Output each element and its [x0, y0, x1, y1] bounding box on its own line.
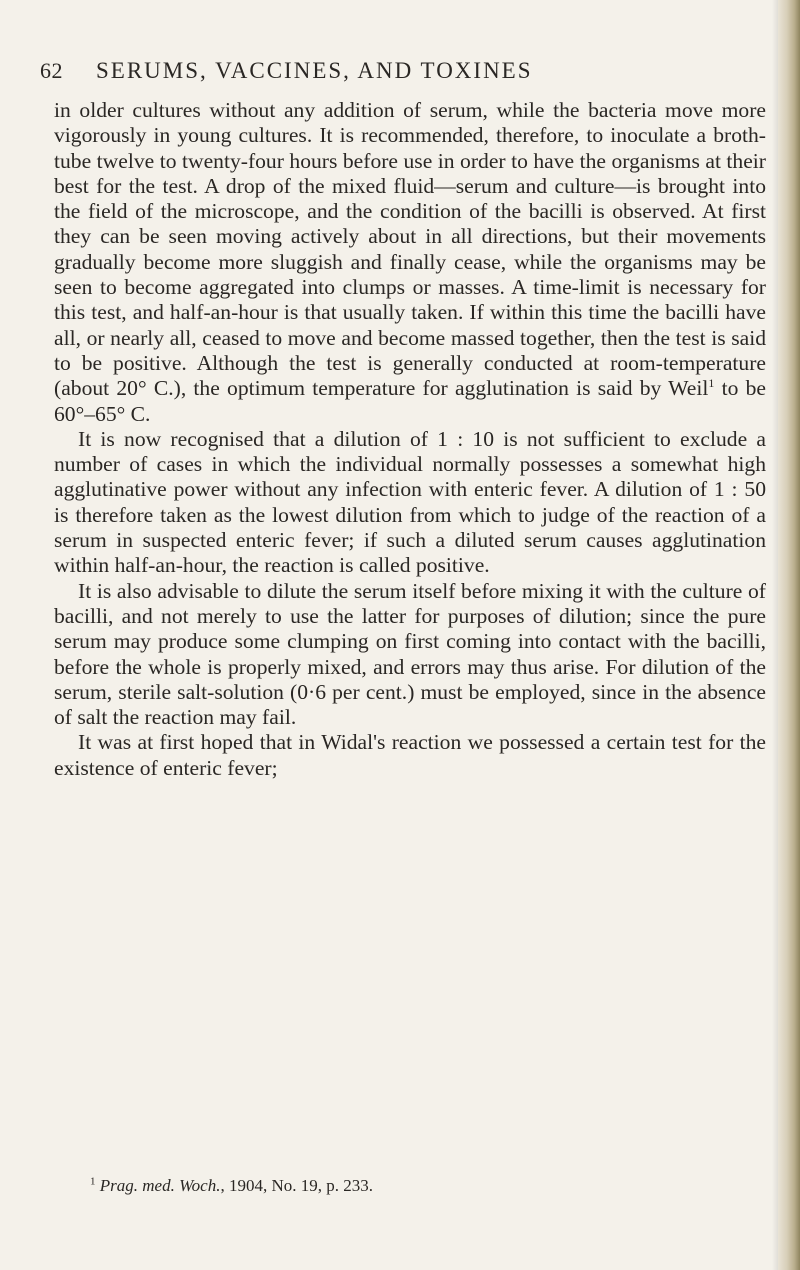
body-text	[54, 98, 766, 781]
paragraph: It is also advisable to dilute the serum itself before mixing it with the culture of bacilli, and not merely to use the latter for purposes of dilution; since the pure serum may produce some clumping on first coming into contact with the bacilli, before the whole is properly mixed, and errors may thus arise. For dilution of the serum, sterile salt-solution (0·6 per cent.) must be employed, since in the absence of salt the reaction may fail.	[54, 578, 766, 730]
page-edge	[778, 0, 800, 1270]
page-number: 62	[40, 58, 63, 83]
footnote	[90, 1176, 730, 1196]
footnote-journal: Prag. med. Woch.	[99, 1176, 221, 1195]
page-header	[40, 58, 640, 92]
footnote-mark: 1	[90, 1175, 96, 1188]
footnote-reference: 1	[708, 376, 715, 391]
paragraph-text-end: to be 60°–65° C.	[54, 376, 766, 426]
paragraph: It is now recognised that a dilution of 1 : 10 is not sufficient to exclude a number of cases in which the individual normally possesses a somewhat high agglutinative power without any infection with enteric fever. A dilution of 1 : 50 is therefore taken as the lowest dilution from which to judge of the reaction of a serum in suspected enteric fever; if such a diluted serum causes agglutination within half-an-hour, the reaction is called positive.	[54, 426, 766, 578]
footnote-citation: , 1904, No. 19, p. 233.	[220, 1176, 373, 1195]
paragraph: It was at first hoped that in Widal's reaction we possessed a certain test for the existence of enteric fever;	[54, 730, 766, 780]
paragraph-text: in older cultures without any addition of serum, while the bacteria move more vigorously in young cultures. It is recommended, therefore, to inoculate a broth-tube twelve to twenty-four hours before use in order to have the organisms at their best for the test. A drop of the mixed fluid—serum and culture—is brought into the field of the microscope, and the condition of the bacilli is observed. At first they can be seen moving actively about in all directions, but their movements gradually become more sluggish and finally cease, while the organisms may be seen to become aggregated into clumps or masses. A time-limit is necessary for this test, and half-an-hour is that usually taken. If within this time the bacilli have all, or nearly all, ceased to move and become massed together, then the test is said to be positive. Although the test is generally conducted at room-temperature (about 20° C.), the optimum temperature for agglutination is said by Weil	[54, 98, 766, 401]
paragraph	[54, 98, 766, 427]
running-title: SERUMS, VACCINES, AND TOXINES	[96, 58, 533, 83]
